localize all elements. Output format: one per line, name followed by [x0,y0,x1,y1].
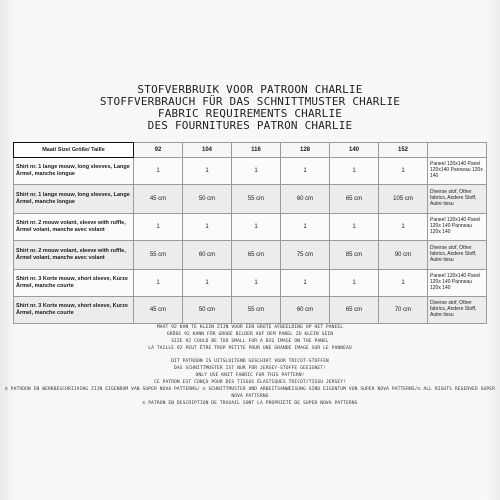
row-value: 1 [281,214,330,241]
row-value: 1 [232,270,281,297]
size-col: 104 [183,143,232,158]
row-description: Shirt nr. 1 lange mouw, long sleeves, Lange Ärmel, manche longue [14,158,134,185]
size-header-label: Maat/ Size/ Größe/ Taille [14,143,134,158]
row-value: 55 cm [232,185,281,214]
title-nl: STOFVERBRUIK VOOR PATROON CHARLIE [137,83,363,96]
row-value: 1 [232,158,281,185]
row-value: 1 [379,270,428,297]
note-col [428,143,487,158]
row-value: 1 [379,214,428,241]
row-value: 1 [183,270,232,297]
row-note: Diverse stof, Other fabrics, Andere Stoff, Autre tissu [428,297,487,324]
size-note-de: GRÖßE 92 KANN FÜR GROßE BILDER AUF DEM PANEL ZU KLEIN SEIN [166,332,334,337]
row-note: Paneel 120x140 Panel 120x 140 Panneau 120x 140 [428,214,487,241]
row-value: 55 cm [134,241,183,270]
row-value: 65 cm [330,185,379,214]
row-value: 1 [379,158,428,185]
row-value: 55 cm [232,297,281,324]
table-row [14,297,487,324]
table-row [14,185,487,214]
footer-notes [0,324,500,407]
row-note: Diverse stof, Other fabrics, Andere Stoff, Autre tissu [428,185,487,214]
table-row [14,270,487,297]
row-description: Shirt nr. 1 lange mouw, long sleeves, Lange Ärmel, manche longue [14,185,134,214]
size-header-row [14,143,487,158]
size-col: 140 [330,143,379,158]
title-fr: DES FOURNITURES PATRON CHARLIE [147,119,353,132]
size-note-en: SIZE 92 COULD BE TOO SMALL FOR A BIG IMAGE ON THE PANEL [171,339,329,344]
row-value: 1 [330,214,379,241]
row-value: 85 cm [330,241,379,270]
row-description: Shirt nr. 2 mouw volant, sleeve with ruffle, Ärmel volant, manche avec volant [14,241,134,270]
table-row [14,214,487,241]
size-note-fr: LA TAILLE 92 PEUT ÊTRE TROP PETITE POUR UNE GRANDE IMAGE SUR LE PANNEAU [148,346,352,351]
size-col: 116 [232,143,281,158]
row-value: 60 cm [281,297,330,324]
row-value: 75 cm [281,241,330,270]
knit-note-de: DAS SCHNITTMUSTER IST NUR FÜR JERSEY-STOFFE GEEIGNET! [174,366,326,371]
row-value: 65 cm [232,241,281,270]
size-col: 152 [379,143,428,158]
size-note-nl: MAAT 92 KAN TE KLEIN ZIJN VOOR EEN GROTE AFBEELDING OP HET PANEEL [156,325,344,330]
copyright-line: © PATRON EN DESCRIPTION DE TRAVAIL SONT LA PROPRIÉTÉ DE SUPER NOVA PATTERNS [142,401,358,406]
size-col: 92 [134,143,183,158]
row-value: 1 [330,158,379,185]
row-note: Diverse stof, Other fabrics, Andere Stoff, Autre tissu [428,241,487,270]
copyright-line: © PATROON EN WERKBESCHRIJVING ZIJN EIGENDOM VAN SUPER NOVA PATTERNS/ © SCHNITTMUSTER UND ARBEITSANWEISUNG SIND EIGENTUM VON SUPER NOVA PATTERNS/© ALL RIGHTS RESERVED SUPER NOVA PATTERNS [4,387,496,399]
row-value: 1 [281,270,330,297]
row-value: 70 cm [379,297,428,324]
row-description: Shirt nr. 3 Korte mouw, short sleeve, Kurze Ärmel, manche courte [14,297,134,324]
row-note: Paneel 120x140 Panel 120x 140 Panneau 120x 140 [428,270,487,297]
title-en: FABRIC REQUIREMENTS CHARLIE [157,107,343,120]
title-de: STOFFVERBRAUCH FÜR DAS SCHNITTMUSTER CHARLIE [99,95,401,108]
row-value: 60 cm [281,185,330,214]
fabric-requirements-table [13,142,487,324]
row-value: 1 [281,158,330,185]
row-value: 45 cm [134,185,183,214]
row-value: 45 cm [134,297,183,324]
row-description: Shirt nr. 2 mouw volant, sleeve with ruffle, Ärmel volant, manche avec volant [14,214,134,241]
row-value: 1 [330,270,379,297]
row-value: 60 cm [183,241,232,270]
row-value: 1 [134,158,183,185]
table-row [14,241,487,270]
row-note: Paneel 120x140 Panel 120x140 Panneau 120x 140 [428,158,487,185]
row-value: 105 cm [379,185,428,214]
size-col: 128 [281,143,330,158]
row-value: 1 [134,214,183,241]
row-value: 1 [183,158,232,185]
knit-note-en: ONLY USE KNIT FABRIC FOR THIS PATTERN! [195,373,305,378]
row-value: 50 cm [183,185,232,214]
row-description: Shirt nr. 3 Korte mouw, short sleeve, Kurze Ärmel, manche courte [14,270,134,297]
row-value: 1 [134,270,183,297]
row-value: 1 [232,214,281,241]
knit-note-nl: DIT PATROON IS UITSLUITEND GESCHIKT VOOR TRICOT-STOFFEN [171,359,329,364]
table-row [14,158,487,185]
title-block [0,84,500,132]
knit-note-fr: CE PATRON EST CONÇU POUR DES TISSUS ÉLASTIQUES TRICOT/TISSU JERSEY! [154,380,346,385]
row-value: 50 cm [183,297,232,324]
row-value: 1 [183,214,232,241]
row-value: 65 cm [330,297,379,324]
row-value: 90 cm [379,241,428,270]
